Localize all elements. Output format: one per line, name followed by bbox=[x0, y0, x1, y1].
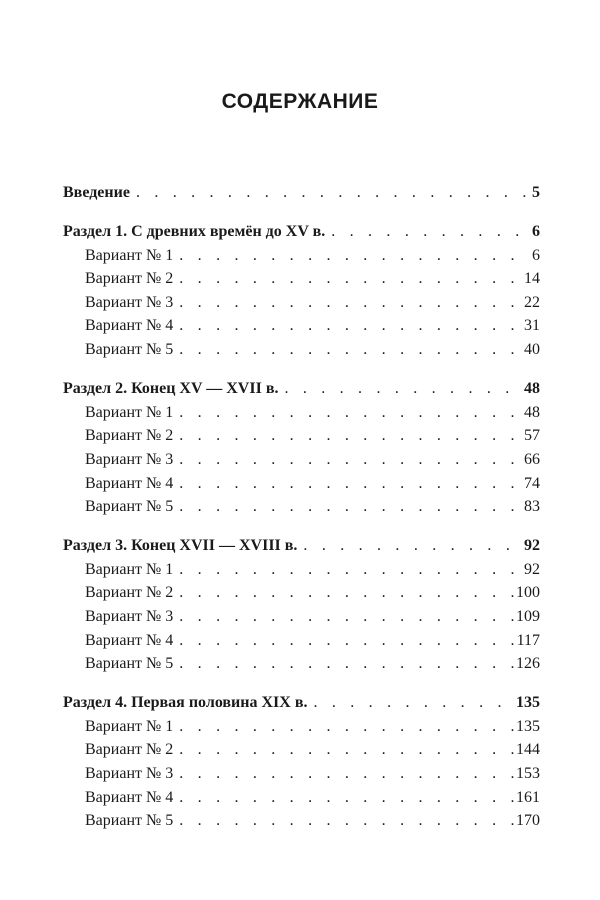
toc-entry-label: Вариант № 4 bbox=[85, 317, 174, 335]
toc-entry-label: Вариант № 1 bbox=[85, 246, 174, 264]
dot-leader bbox=[313, 691, 514, 715]
toc-page-number: 40 bbox=[524, 341, 540, 359]
dot-leader bbox=[179, 762, 514, 786]
dot-leader bbox=[179, 652, 514, 676]
toc-page-number: 117 bbox=[516, 631, 540, 649]
toc-entry-label: Вариант № 2 bbox=[85, 741, 174, 759]
toc-entry-variant[interactable] bbox=[63, 786, 540, 810]
toc-entry-label: Раздел 3. Конец XVII — XVIII в. bbox=[63, 537, 298, 555]
toc-entry-section-1[interactable] bbox=[63, 220, 540, 244]
toc-entry-label: Раздел 2. Конец XV — XVII в. bbox=[63, 380, 279, 398]
dot-leader bbox=[179, 605, 514, 629]
toc-page-number: 92 bbox=[524, 560, 540, 578]
toc-entry-label: Вариант № 5 bbox=[85, 498, 174, 516]
toc-entry-label: Вариант № 2 bbox=[85, 584, 174, 602]
toc-page-number: 57 bbox=[524, 427, 540, 445]
toc-entry-variant[interactable] bbox=[63, 809, 540, 833]
dot-leader bbox=[179, 291, 522, 315]
toc-entry-variant[interactable] bbox=[63, 605, 540, 629]
toc-page-number: 66 bbox=[524, 450, 540, 468]
toc-entry-label: Вариант № 3 bbox=[85, 293, 174, 311]
toc-page-number: 6 bbox=[532, 223, 540, 241]
dot-leader bbox=[179, 558, 522, 582]
toc-page-number: 83 bbox=[524, 498, 540, 516]
dot-leader bbox=[331, 220, 530, 244]
dot-leader bbox=[179, 715, 514, 739]
toc-entry-label: Вариант № 5 bbox=[85, 812, 174, 830]
toc-entry-variant[interactable] bbox=[63, 652, 540, 676]
toc-entry-variant[interactable] bbox=[63, 715, 540, 739]
toc-page-number: 126 bbox=[516, 655, 540, 673]
toc-entry-label: Вариант № 4 bbox=[85, 788, 174, 806]
toc-page-number: 14 bbox=[524, 270, 540, 288]
toc-entry-label: Раздел 1. С древних времён до XV в. bbox=[63, 223, 326, 241]
dot-leader bbox=[179, 581, 514, 605]
toc-entry-label: Вариант № 1 bbox=[85, 403, 174, 421]
toc-page-number: 170 bbox=[516, 812, 540, 830]
toc-entry-introduction[interactable] bbox=[63, 181, 540, 205]
toc-entry-label: Вариант № 3 bbox=[85, 450, 174, 468]
toc-entry-variant[interactable] bbox=[63, 424, 540, 448]
toc-entry-label: Вариант № 1 bbox=[85, 560, 174, 578]
toc-entry-label: Вариант № 3 bbox=[85, 608, 174, 625]
dot-leader bbox=[179, 629, 514, 653]
toc-page-number: 22 bbox=[524, 293, 540, 311]
toc-page-number: 92 bbox=[524, 537, 540, 555]
dot-leader bbox=[136, 181, 530, 205]
toc-page-number: 135 bbox=[516, 694, 540, 712]
dot-leader bbox=[179, 786, 514, 810]
toc-entry-variant[interactable] bbox=[63, 629, 540, 653]
toc-entry-section-4[interactable] bbox=[63, 691, 540, 715]
dot-leader bbox=[179, 809, 514, 833]
toc-page-number: 48 bbox=[524, 380, 540, 398]
toc-page-number: 5 bbox=[532, 184, 540, 201]
toc-entry-variant[interactable] bbox=[63, 738, 540, 762]
dot-leader bbox=[179, 424, 522, 448]
toc-entry-variant[interactable] bbox=[63, 291, 540, 315]
toc-page-number: 144 bbox=[516, 741, 540, 759]
dot-leader bbox=[179, 738, 514, 762]
toc-entry-label: Вариант № 4 bbox=[85, 474, 174, 492]
toc-entry-label: Вариант № 5 bbox=[85, 341, 174, 359]
toc-page-number: 153 bbox=[516, 765, 540, 783]
toc-entry-label: Вариант № 3 bbox=[85, 765, 174, 783]
toc-entry-label: Вариант № 2 bbox=[85, 270, 174, 288]
page-title: СОДЕРЖАНИЕ bbox=[221, 90, 379, 113]
toc-entry-label: Раздел 4. Первая половина XIX в. bbox=[63, 694, 308, 712]
toc-entry-variant[interactable] bbox=[63, 314, 540, 338]
dot-leader bbox=[179, 314, 522, 338]
toc-page-number: 6 bbox=[532, 246, 540, 264]
toc-entry-label: Введение bbox=[63, 184, 130, 201]
toc-entry-variant[interactable] bbox=[63, 762, 540, 786]
dot-leader bbox=[179, 448, 522, 472]
toc-entry-section-2[interactable] bbox=[63, 377, 540, 401]
toc-entry-variant[interactable] bbox=[63, 338, 540, 362]
toc-entry-variant[interactable] bbox=[63, 495, 540, 519]
toc-page-number: 161 bbox=[516, 788, 540, 806]
dot-leader bbox=[179, 338, 522, 362]
toc-page-number: 135 bbox=[516, 717, 540, 735]
toc-entry-variant[interactable] bbox=[63, 558, 540, 582]
toc-page-number: 31 bbox=[524, 317, 540, 335]
dot-leader bbox=[179, 244, 530, 268]
dot-leader bbox=[303, 534, 522, 558]
toc-entry-label: Вариант № 2 bbox=[85, 427, 174, 445]
dot-leader bbox=[179, 472, 522, 496]
toc-entry-variant[interactable] bbox=[63, 267, 540, 291]
table-of-contents bbox=[63, 181, 540, 833]
toc-page-number: 74 bbox=[524, 474, 540, 492]
dot-leader bbox=[179, 495, 522, 519]
toc-page-number: 100 bbox=[516, 584, 540, 602]
toc-entry-variant[interactable] bbox=[63, 581, 540, 605]
dot-leader bbox=[284, 377, 522, 401]
dot-leader bbox=[179, 267, 522, 291]
toc-entry-label: Вариант № 5 bbox=[85, 655, 174, 673]
toc-page-number: 109 bbox=[516, 608, 540, 625]
toc-entry-section-3[interactable] bbox=[63, 534, 540, 558]
toc-entry-label: Вариант № 1 bbox=[85, 717, 174, 735]
toc-entry-variant[interactable] bbox=[63, 472, 540, 496]
toc-entry-variant[interactable] bbox=[63, 448, 540, 472]
dot-leader bbox=[179, 401, 522, 425]
toc-entry-label: Вариант № 4 bbox=[85, 631, 174, 649]
toc-entry-variant[interactable] bbox=[63, 244, 540, 268]
toc-entry-variant[interactable] bbox=[63, 401, 540, 425]
toc-page-number: 48 bbox=[524, 403, 540, 421]
